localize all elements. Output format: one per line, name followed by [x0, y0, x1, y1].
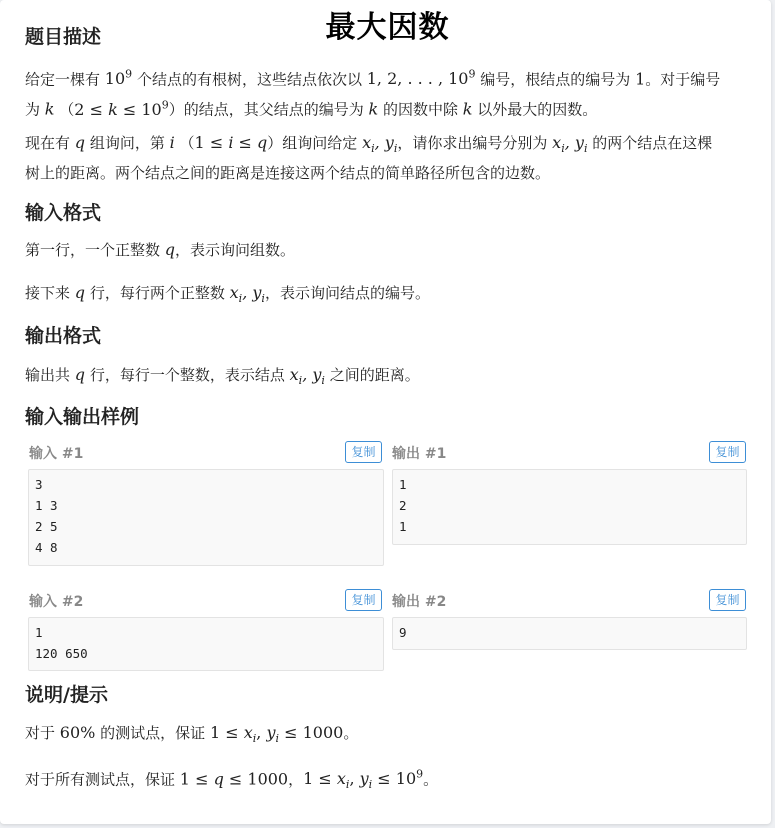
sample-input-1-box [28, 469, 384, 566]
sample-line: 4 8 [35, 540, 58, 555]
sample-line: 2 [399, 498, 407, 513]
section-heading-description: 题目描述 [25, 26, 102, 48]
copy-input-1-button[interactable]: 复制 [345, 441, 382, 463]
sample-line: 1 [399, 519, 407, 534]
hint-paragraph-1: 对于 60% 的测试点，保证 $1 \le x_i$, $y_i \le 1000$。 [25, 723, 359, 746]
sample-line: 2 5 [35, 519, 58, 534]
sample-line: 9 [399, 625, 407, 640]
copy-output-1-button[interactable]: 复制 [709, 441, 746, 463]
sample-line: 1 [399, 477, 407, 492]
sample-input-2-label: 输入 #2 [29, 594, 84, 610]
description-paragraph-1: 给定一棵有 $10^9$ 个结点的有根树，这些结点依次以 1, 2, . . . , $10^9$ 编号，根结点的编号为 1。对于编号 为 k $(2 \le k \le 10^9)$的结点，其父结点的编号为 k 的因数中除 k 以外最大的因数。 [25, 68, 721, 119]
output-format-paragraph: 输出共 q 行，每行一个整数，表示结点 $x_i$, $y_i$ 之间的距离。 [25, 365, 420, 388]
sample-line: 1 3 [35, 498, 58, 513]
description-paragraph-2: 现在有 q 组询问，第 i （1 ≤ i ≤ q）组询问给定 $x_i$, $y_i$，请你求出编号分别为 $x_i$, $y_i$ 的两个结点在这棵 树上的距离。两个结点之间的距离是连接这两个结点的简单路径所包含的边数。 [25, 133, 713, 183]
sample-output-1-box [392, 469, 747, 545]
copy-output-2-button[interactable]: 复制 [709, 589, 746, 611]
problem-title: 最大因数 [325, 10, 450, 45]
sample-input-1-label: 输入 #1 [29, 446, 84, 462]
sample-output-1-label: 输出 #1 [392, 446, 447, 462]
input-format-paragraph-2: 接下来 q 行，每行两个正整数 $x_i$, $y_i$，表示询问结点的编号。 [25, 283, 430, 306]
sample-line: 3 [35, 477, 43, 492]
input-format-paragraph-1: 第一行，一个正整数 q，表示询问组数。 [25, 240, 296, 259]
sample-line: 1 [35, 625, 43, 640]
section-heading-hint: 说明/提示 [25, 684, 108, 706]
sample-line: 120 650 [35, 646, 88, 661]
hint-paragraph-2: 对于所有测试点，保证 1 ≤ q ≤ 1000，$1 \le x_i$, $y_i \le 10^9$。 [25, 768, 439, 792]
sample-output-2-label: 输出 #2 [392, 594, 447, 610]
sample-output-2-box [392, 617, 747, 650]
sample-input-2-box [28, 617, 384, 671]
section-heading-samples: 输入输出样例 [25, 406, 140, 428]
section-heading-output-format: 输出格式 [25, 325, 102, 347]
section-heading-input-format: 输入格式 [25, 202, 102, 224]
copy-input-2-button[interactable]: 复制 [345, 589, 382, 611]
